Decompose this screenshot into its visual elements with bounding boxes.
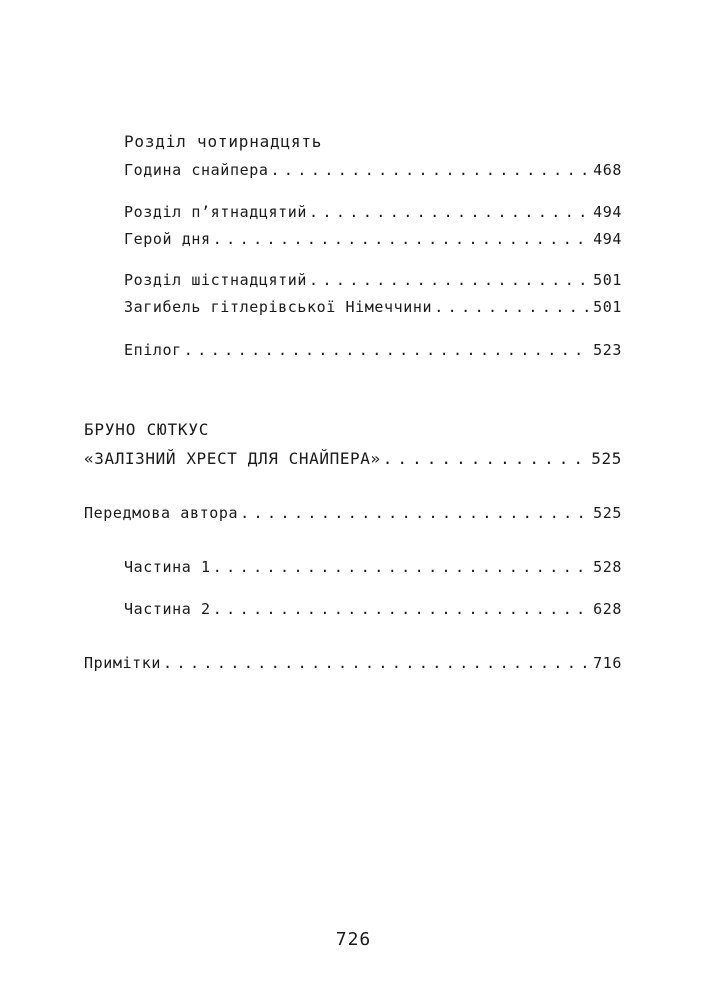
toc-entry-page: 494 <box>593 230 622 248</box>
toc-section-label: Розділ чотирнадцять <box>124 132 323 151</box>
toc-entry-page: 494 <box>593 203 622 221</box>
toc-entry-page: 528 <box>593 558 622 576</box>
toc-entry-title: Загибель гітлерівської Німеччини <box>124 298 433 316</box>
toc-leader-dots <box>213 229 591 249</box>
toc-leader-dots <box>434 297 591 317</box>
toc-entry-page: 716 <box>593 654 622 672</box>
page-number: 726 <box>335 929 372 950</box>
toc-leader-dots <box>240 503 591 523</box>
toc-leader-dots <box>184 340 591 360</box>
toc-entry-title: «ЗАЛІЗНИЙ ХРЕСТ ДЛЯ СНАЙПЕРА» <box>84 449 381 468</box>
toc-entry-page: 501 <box>593 298 622 316</box>
toc-leader-dots <box>309 202 591 222</box>
toc-leader-dots <box>309 270 591 290</box>
toc-entry-title: Епілог <box>124 341 182 359</box>
toc-entry-title: Передмова автора <box>84 504 239 522</box>
toc-entry-title: Примітки <box>84 654 162 672</box>
toc-entry-preface[interactable] <box>84 503 622 523</box>
toc-entry-notes[interactable] <box>84 653 622 673</box>
toc-entry-title: Частина 1 <box>124 558 211 576</box>
toc-entry-title: Герой дня <box>124 230 211 248</box>
toc-entry[interactable] <box>124 202 622 222</box>
toc-entry[interactable] <box>124 229 622 249</box>
toc-entry-page: 468 <box>593 161 622 179</box>
toc-leader-dots <box>213 599 591 619</box>
toc-entry-title: Розділ п’ятнадцятий <box>124 203 307 221</box>
toc-entry-page: 525 <box>593 504 622 522</box>
toc-entry-page: 628 <box>593 600 622 618</box>
toc-author-heading: БРУНО СЮТКУС <box>84 420 210 439</box>
toc-entry[interactable] <box>124 160 622 180</box>
toc-entry-book-title[interactable] <box>84 449 622 469</box>
toc-entry-title: Година снайпера <box>124 161 269 179</box>
toc-entry-title: Розділ шістнадцятий <box>124 271 307 289</box>
toc-entry-page: 523 <box>593 341 622 359</box>
toc-entry-epilogue[interactable] <box>124 340 622 360</box>
toc-entry-part[interactable] <box>124 557 622 577</box>
toc-entry-page: 501 <box>593 271 622 289</box>
toc-entry-part[interactable] <box>124 599 622 619</box>
toc-leader-dots <box>163 653 591 673</box>
toc-entry[interactable] <box>124 297 622 317</box>
toc-leader-dots <box>213 557 591 577</box>
toc-leader-dots <box>270 160 591 180</box>
toc-entry[interactable] <box>124 270 622 290</box>
toc-entry-title: Частина 2 <box>124 600 211 618</box>
toc-entry-page: 525 <box>591 449 622 468</box>
toc-leader-dots <box>383 449 590 469</box>
